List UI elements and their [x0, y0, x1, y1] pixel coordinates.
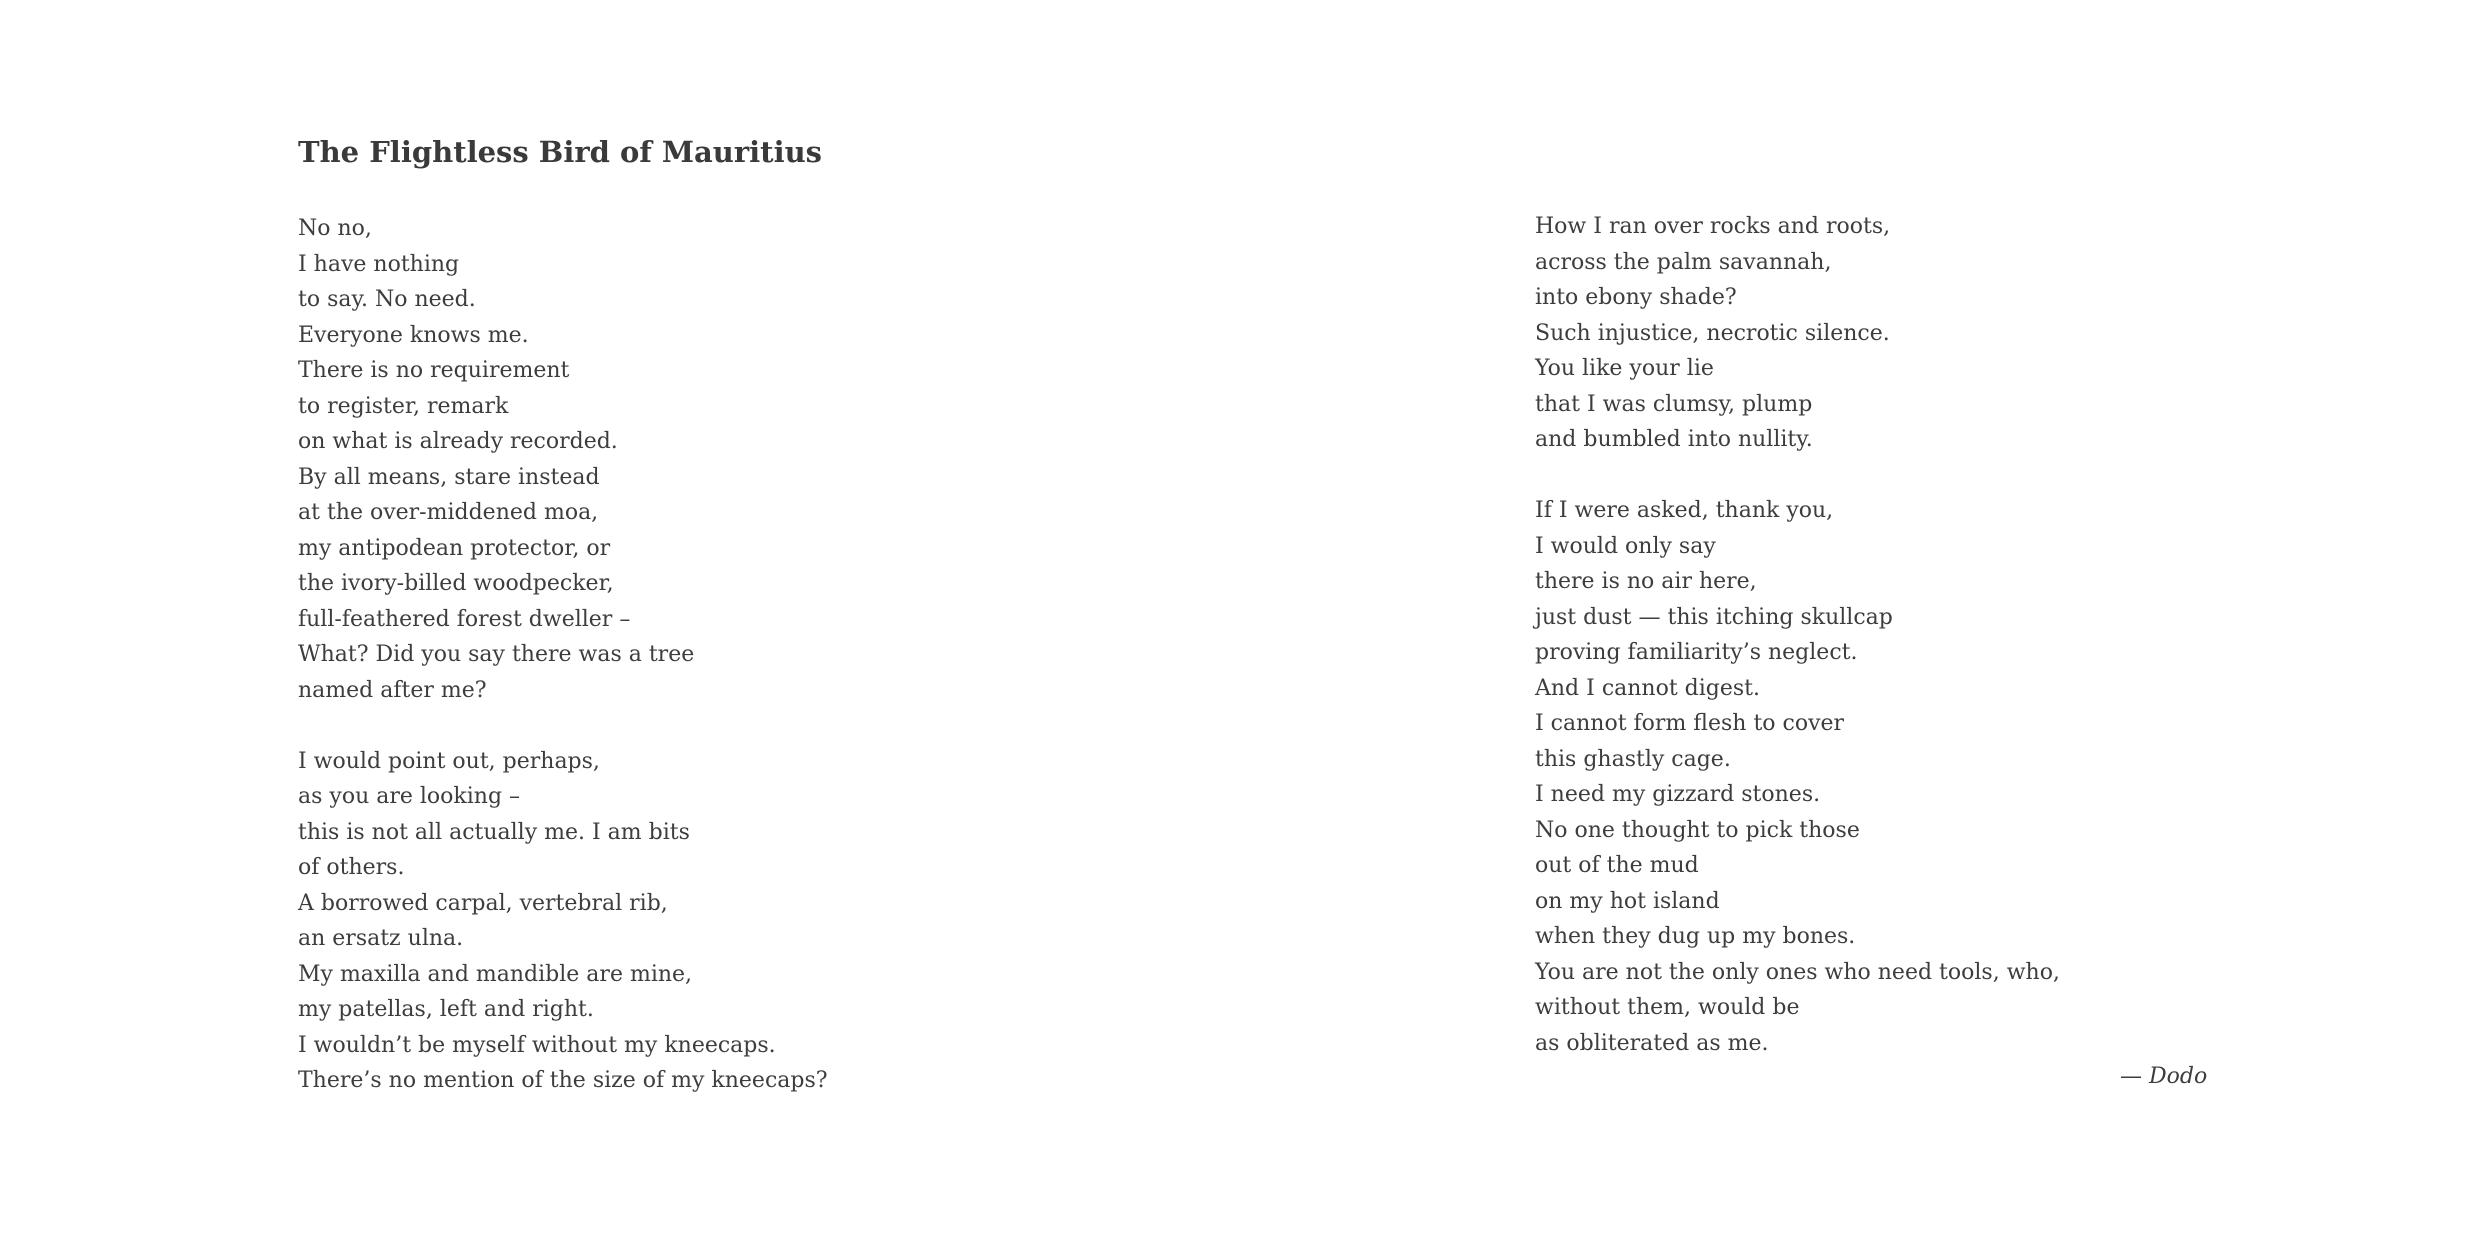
poem-line: What? Did you say there was a tree	[298, 642, 695, 667]
poem-line: If I were asked, thank you,	[1535, 498, 1834, 523]
poem-column-left	[298, 211, 828, 1099]
poem-line: of others.	[298, 855, 405, 880]
poem-line: when they dug up my bones.	[1535, 924, 1856, 949]
poem-line: this ghastly cage.	[1535, 746, 1731, 772]
poem-line: A borrowed carpal, vertebral rib,	[298, 890, 668, 916]
poem-line: No one thought to pick those	[1535, 817, 1860, 843]
poem-line: that I was clumsy, plump	[1535, 391, 1813, 417]
poem-line: I need my gizzard stones.	[1535, 782, 1821, 807]
poem-line: No no,	[298, 216, 372, 241]
poem-attribution	[2120, 1059, 2207, 1095]
poem-line: into ebony shade?	[1535, 285, 1737, 310]
poem-line: I would point out, perhaps,	[298, 748, 600, 774]
poem-line: proving familiarity’s neglect.	[1535, 640, 1858, 665]
poem-line: Such injustice, necrotic silence.	[1535, 320, 1890, 346]
poem-line: out of the mud	[1535, 853, 1699, 878]
poem-line: this is not all actually me. I am bits	[298, 819, 690, 845]
poem-line: By all means, stare instead	[298, 464, 600, 490]
poem-line: as you are looking –	[298, 784, 521, 809]
poem-line: on what is already recorded.	[298, 429, 618, 454]
attribution-dash: —	[2120, 1064, 2149, 1089]
poem-line: There’s no mention of the size of my kneecaps?	[298, 1068, 828, 1093]
attribution-name: Dodo	[2149, 1064, 2208, 1089]
poem-line: There is no requirement	[298, 358, 570, 383]
poem-line: I wouldn’t be myself without my kneecaps.	[298, 1032, 776, 1058]
poem-line: the ivory-billed woodpecker,	[298, 571, 614, 596]
poem-line: just dust — this itching skullcap	[1535, 604, 1893, 630]
stanza	[1535, 209, 2060, 458]
poem-line: and bumbled into nullity.	[1535, 427, 1813, 452]
poem-line: there is no air here,	[1535, 569, 1757, 594]
stanza	[1535, 493, 2060, 1061]
poem-line: across the palm savannah,	[1535, 249, 1832, 275]
poem-line: to say. No need.	[298, 287, 476, 312]
poem-line: I would only say	[1535, 533, 1716, 559]
poem-line: named after me?	[298, 677, 487, 703]
poem-line: an ersatz ulna.	[298, 926, 464, 951]
poem-line: without them, would be	[1535, 995, 1800, 1020]
poem-line: You like your lie	[1535, 356, 1714, 381]
poem-line: as obliterated as me.	[1535, 1030, 1769, 1056]
poem-line: on my hot island	[1535, 888, 1720, 914]
poem-title: The Flightless Bird of Mauritius	[298, 135, 822, 169]
stanza	[298, 211, 828, 708]
poem-line: My maxilla and mandible are mine,	[298, 961, 693, 987]
poem-column-right	[1535, 209, 2060, 1061]
poem-line: my patellas, left and right.	[298, 997, 594, 1022]
poem-line: Everyone knows me.	[298, 322, 529, 348]
poem-line: to register, remark	[298, 393, 509, 419]
stanza	[298, 744, 828, 1099]
poem-line: at the over-middened moa,	[298, 500, 599, 525]
poem-line: my antipodean protector, or	[298, 535, 611, 561]
poem-line: How I ran over rocks and roots,	[1535, 214, 1891, 239]
poem-line: And I cannot digest.	[1535, 675, 1761, 701]
poem-line: I have nothing	[298, 251, 460, 277]
poem-line: full-feathered forest dweller –	[298, 606, 631, 632]
poem-line: I cannot form flesh to cover	[1535, 711, 1845, 736]
poem-line: You are not the only ones who need tools, who,	[1535, 959, 2060, 985]
